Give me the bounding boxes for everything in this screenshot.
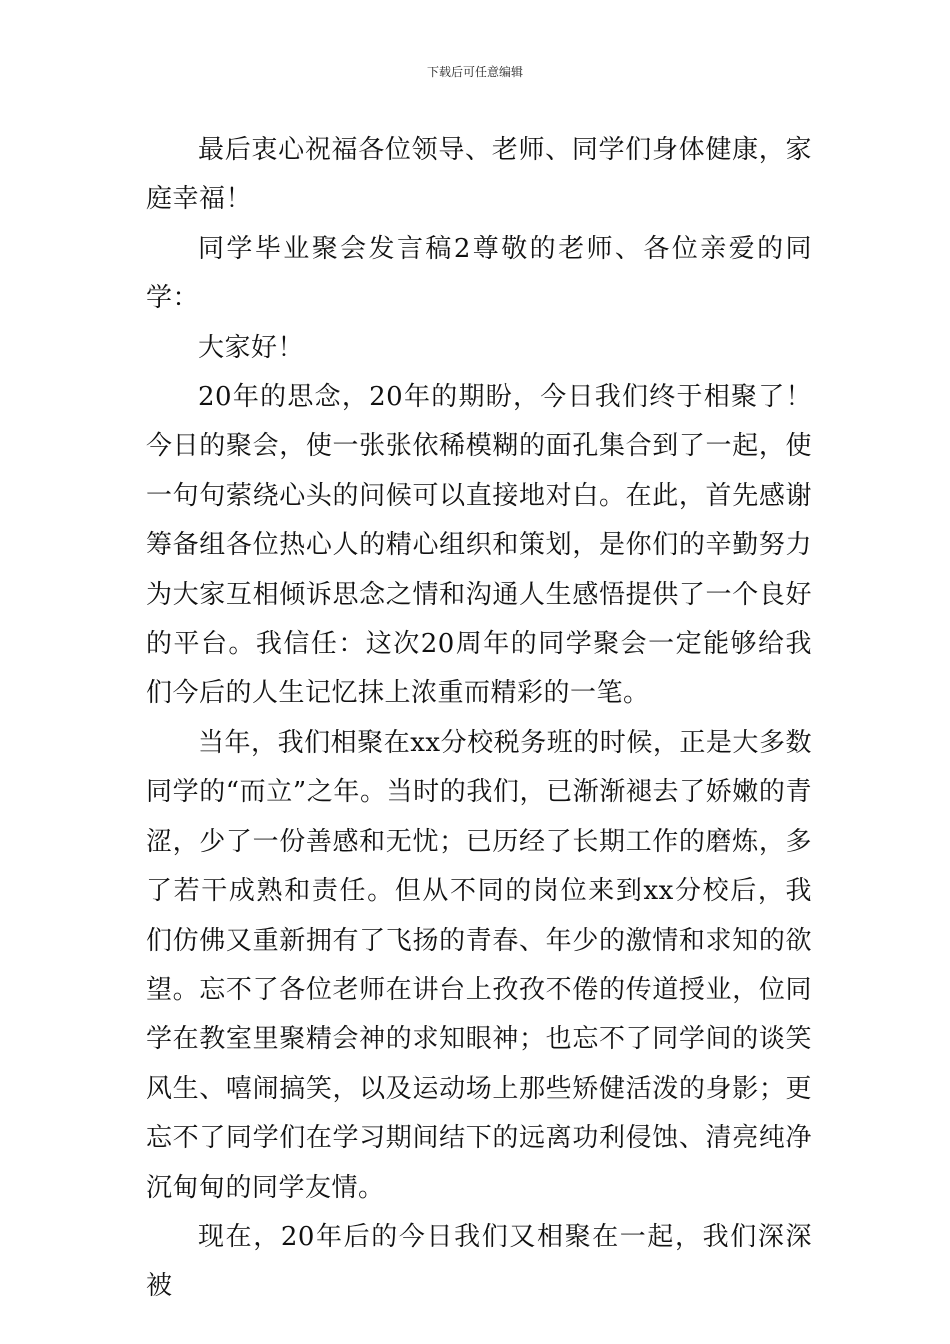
page-header: 下载后可任意编辑 — [426, 65, 523, 79]
paragraph-speech-title: 同学毕业聚会发言稿2尊敬的老师、各位亲爱的同学： — [146, 233, 812, 314]
document-body — [146, 126, 812, 1312]
paragraph-memories: 当年，我们相聚在xx分校税务班的时候，正是大多数同学的“而立”之年。当时的我们，已渐渐褪去了娇嫩的青涩，少了一份善感和无忧；已历经了长期工作的磨炼，多了若干成熟和责任。但从不同的岗位来到xx分校后，我们仿佛又重新拥有了飞扬的青春、年少的激情和求知的欲望。忘不了各位老师在讲台上孜孜不倦的传道授业，位同学在教室里聚精会神的求知眼神；也忘不了同学间的谈笑风生、嘻闹搞笑，以及运动场上那些矫健活泼的身影；更忘不了同学们在学习期间结下的远离功利侵蚀、清亮纯净沉甸甸的同学友情。 — [146, 727, 812, 1203]
paragraph-greeting: 大家好！ — [198, 332, 305, 363]
paragraph-now: 现在，20年后的今日我们又相聚在一起，我们深深被 — [146, 1221, 812, 1302]
paragraph-closing-wishes: 最后衷心祝福各位领导、老师、同学们身体健康，家庭幸福！ — [146, 135, 812, 215]
paragraph-reunion: 20年的思念，20年的期盼，今日我们终于相聚了！今日的聚会，使一张张依稀模糊的面孔集合到了一起，使一句句萦绕心头的问候可以直接地对白。在此，首先感谢筹备组各位热心人的精心组织和策划，是你们的辛勤努力为大家互相倾诉思念之情和沟通人生感悟提供了一个良好的平台。我信任：这次20周年的同学聚会一定能够给我们今后的人生记忆抹上浓重而精彩的一笔。 — [146, 382, 812, 709]
